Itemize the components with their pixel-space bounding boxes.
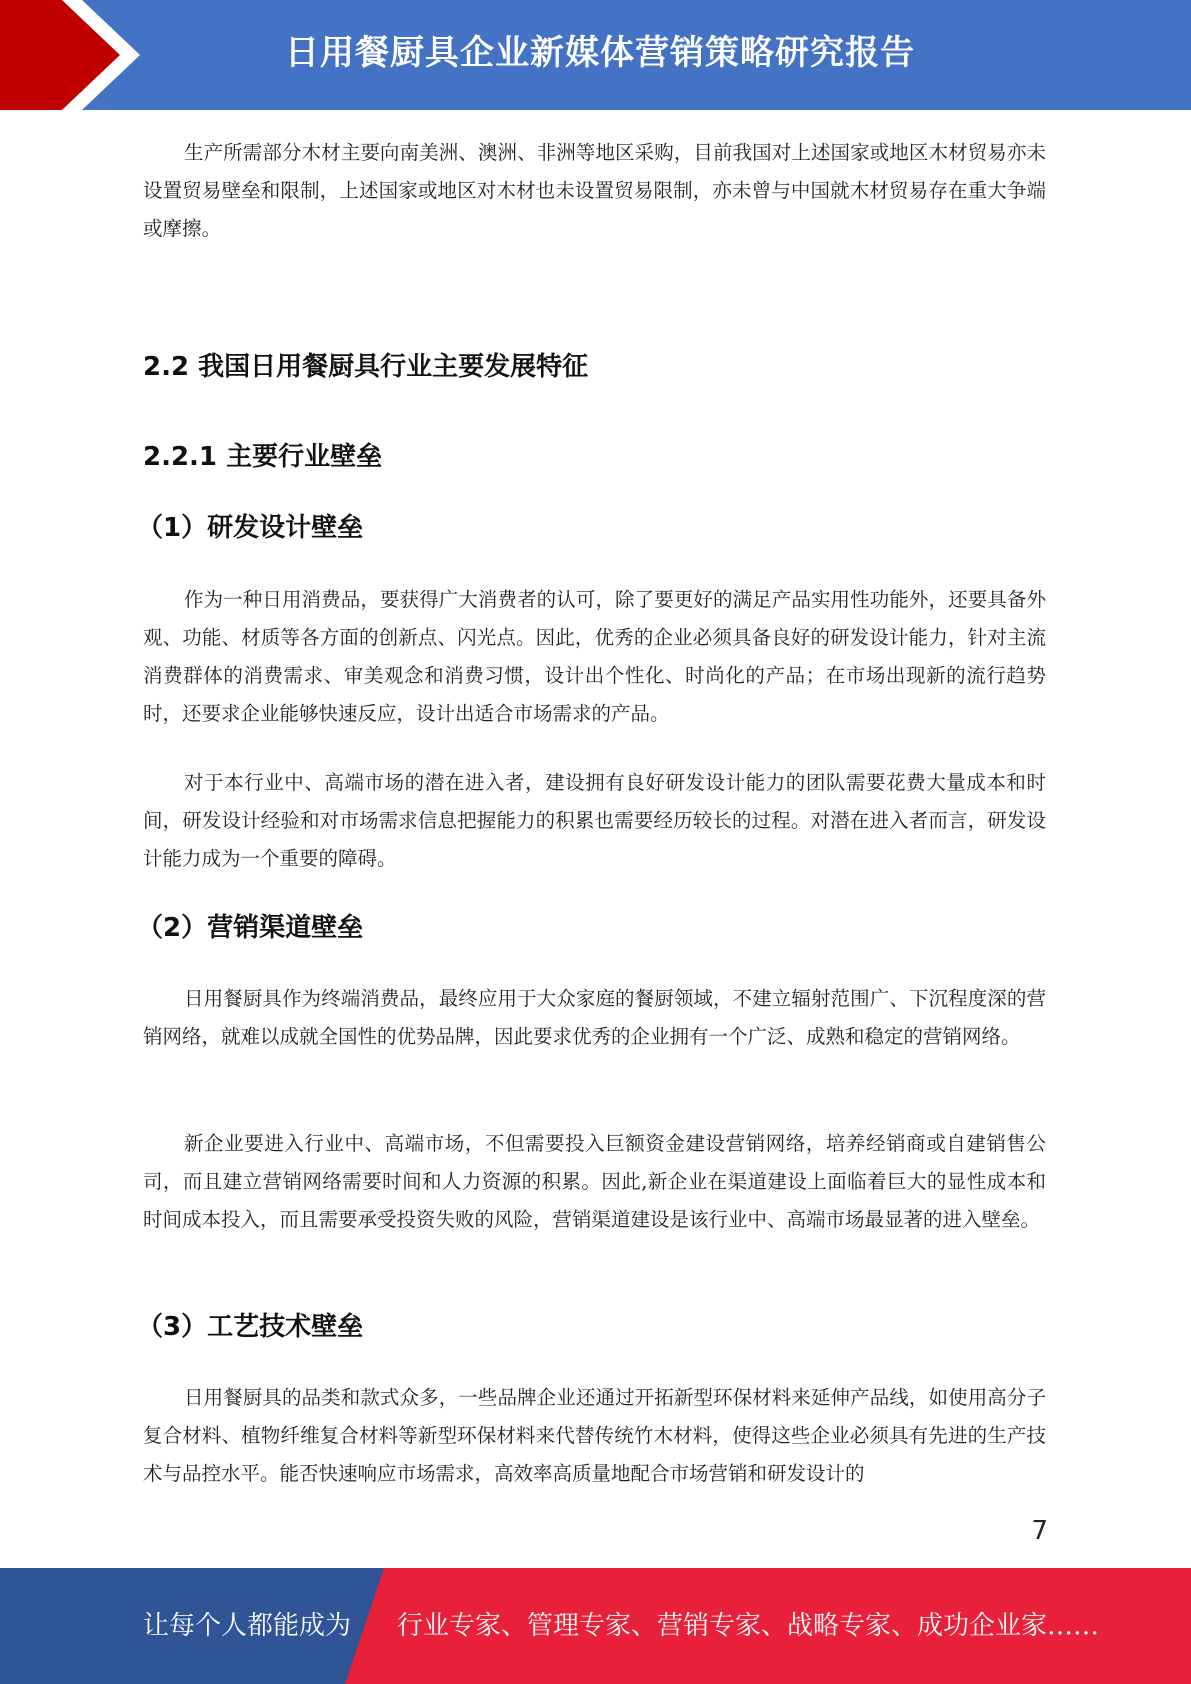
technology-paragraph-1: 日用餐厨具的品类和款式众多，一些品牌企业还通过开拓新型环保材料来延伸产品线，如使用高分子复合材料、植物纤维复合材料等新型环保材料来代替传统竹木材料，使得这些企业必须具有先进的生产技术与品控水平。能否快速响应市场需求，高效率高质量地配合市场营销和研发设计的 — [143, 1386, 1046, 1485]
report-title: 日用餐厨具企业新媒体营销策略研究报告 — [285, 33, 915, 73]
item-heading-block — [137, 907, 1040, 944]
item-heading-block — [137, 507, 1040, 544]
subsection-title: 2.2.1 主要行业壁垒 — [143, 442, 383, 472]
section-title: 2.2 我国日用餐厨具行业主要发展特征 — [143, 352, 589, 382]
marketing-paragraph-2: 新企业要进入行业中、高端市场，不但需要投入巨额资金建设营销网络，培养经销商或自建销售公司，而且建立营销网络需要时间和人力资源的积累。因此,新企业在渠道建设上面临着巨大的显性成本和时间成本投入，而且需要承受投资失败的风险，营销渠道建设是该行业中、高端市场最显著的进入壁垒。 — [143, 1132, 1046, 1231]
section-heading-block — [143, 346, 1046, 383]
item-paragraph-block — [143, 1379, 1046, 1493]
intro-block — [143, 134, 1046, 248]
item-heading-technology: （3）工艺技术壁垒 — [137, 1312, 364, 1342]
footer-slogan-left: 让每个人都能成为 — [143, 1611, 352, 1641]
header-banner — [0, 0, 1191, 110]
item-heading-rd: （1）研发设计壁垒 — [137, 513, 364, 543]
item-paragraph-block — [143, 1125, 1046, 1239]
page-number: 7 — [1031, 1516, 1048, 1546]
rd-paragraph-2: 对于本行业中、高端市场的潜在进入者，建设拥有良好研发设计能力的团队需要花费大量成本和时间，研发设计经验和对市场需求信息把握能力的积累也需要经历较长的过程。对潜在进入者而言，研发设计能力成为一个重要的障碍。 — [143, 771, 1046, 870]
intro-paragraph: 生产所需部分木材主要向南美洲、澳洲、非洲等地区采购，目前我国对上述国家或地区木材贸易亦未设置贸易壁垒和限制，上述国家或地区对木材也未设置贸易限制，亦未曾与中国就木材贸易存在重大争端或摩擦。 — [143, 141, 1046, 240]
footer-banner — [0, 1568, 1191, 1684]
rd-paragraph-1: 作为一种日用消费品，要获得广大消费者的认可，除了要更好的满足产品实用性功能外，还要具备外观、功能、材质等各方面的创新点、闪光点。因此，优秀的企业必须具备良好的研发设计能力，针对主流消费群体的消费需求、审美观念和消费习惯，设计出个性化、时尚化的产品；在市场出现新的流行趋势时，还要求企业能够快速反应，设计出适合市场需求的产品。 — [143, 588, 1046, 725]
item-heading-marketing: （2）营销渠道壁垒 — [137, 913, 364, 943]
chevron-decoration — [0, 0, 160, 110]
item-heading-block — [137, 1306, 1040, 1343]
item-paragraph-block — [143, 581, 1046, 733]
item-paragraph-block — [143, 980, 1046, 1056]
footer-slogan-right: 行业专家、管理专家、营销专家、战略专家、成功企业家…… — [397, 1611, 1100, 1641]
item-paragraph-block — [143, 764, 1046, 878]
subsection-heading-block — [143, 436, 1046, 473]
marketing-paragraph-1: 日用餐厨具作为终端消费品，最终应用于大众家庭的餐厨领域，不建立辐射范围广、下沉程度深的营销网络，就难以成就全国性的优势品牌，因此要求优秀的企业拥有一个广泛、成熟和稳定的营销网络。 — [143, 987, 1046, 1048]
